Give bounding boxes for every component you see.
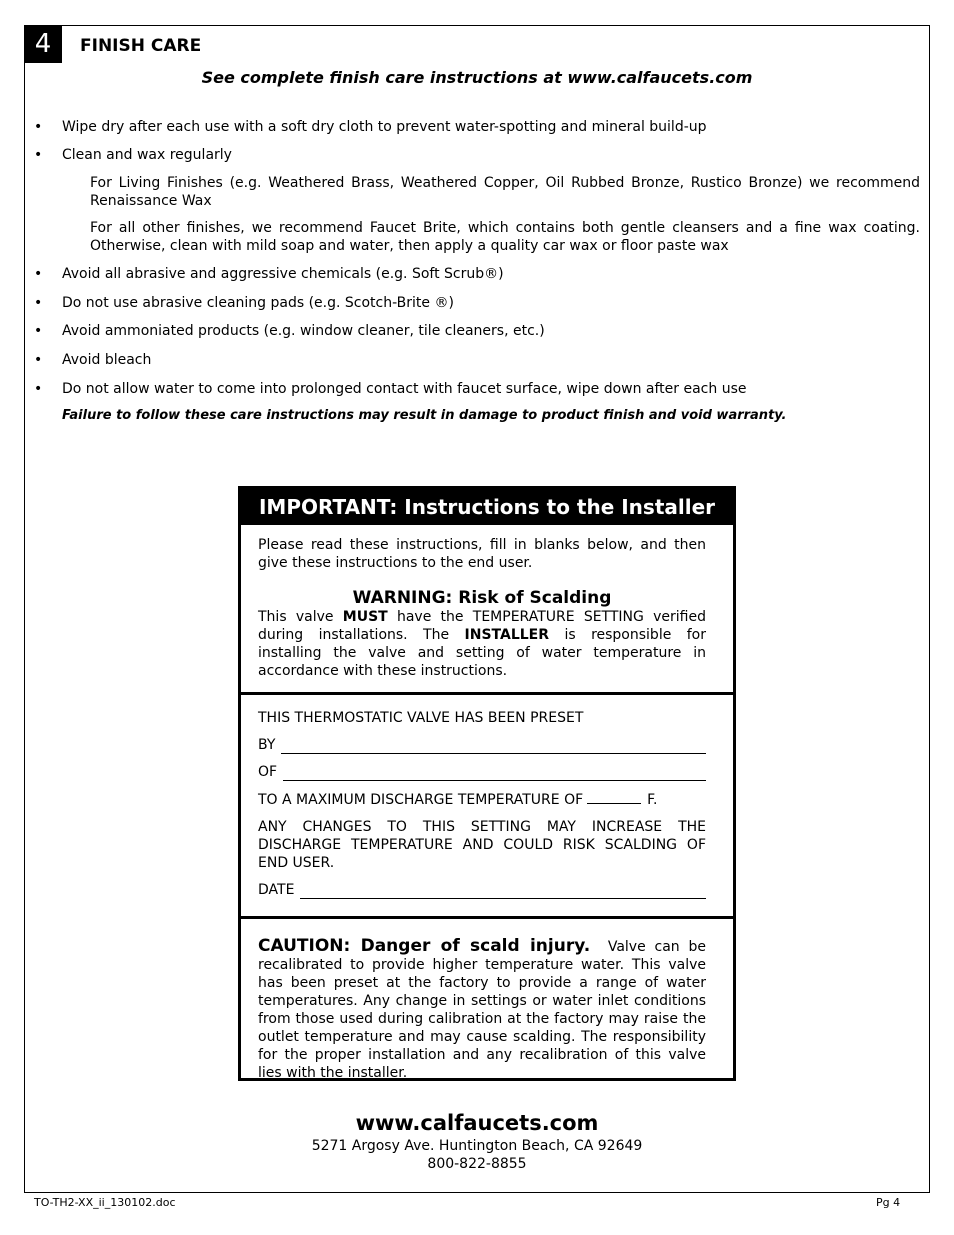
caution-text: Valve can be recalibrated to provide higher temperature water. This valve has been preset at the factory to provide a range of water temperatures. Any change in settings or water inlet conditions from those used during calibration at the factory may raise the outlet temperature and may cause scalding. The responsibility for the proper installation and any recalibration of this valve lies with the installer. — [258, 939, 706, 1081]
page-number: Pg 4 — [876, 1196, 901, 1209]
by-field[interactable] — [258, 736, 706, 754]
bullet-icon: • — [34, 352, 43, 368]
temperature-blank[interactable] — [587, 790, 641, 804]
section-number: 4 — [24, 25, 62, 63]
preset-form-section — [241, 695, 733, 919]
warning-text-part: is responsible for installing the valve and setting of water temperature in accordance with these instructions. — [258, 627, 706, 679]
warning-text — [258, 608, 706, 680]
by-label: BY — [258, 737, 276, 753]
max-temp-label: TO A MAXIMUM DISCHARGE TEMPERATURE OF — [258, 792, 584, 808]
of-label: OF — [258, 764, 278, 780]
list-item-text: Wipe dry after each use with a soft dry cloth to prevent water-spotting and mineral build-up — [62, 119, 707, 135]
list-item — [34, 322, 920, 340]
by-blank[interactable] — [281, 739, 706, 754]
of-blank[interactable] — [283, 766, 706, 781]
list-item — [34, 118, 920, 136]
list-item — [34, 265, 920, 283]
of-field[interactable] — [258, 763, 706, 781]
footer-address: 5271 Argosy Ave. Huntington Beach, CA 92649 — [311, 1138, 643, 1154]
bullet-icon: • — [34, 266, 43, 282]
sub-item: For all other finishes, we recommend Faucet Brite, which contains both gentle cleansers and a fine wax coating. Otherwise, clean with mild soap and water, then apply a quality car wax or floor paste wax — [90, 220, 920, 254]
list-item — [34, 380, 920, 398]
list-item-text: Do not use abrasive cleaning pads (e.g. Scotch-Brite ®) — [62, 295, 454, 311]
installer-instructions-box — [238, 486, 736, 1081]
list-item-text: Clean and wax regularly — [62, 147, 232, 163]
warning-text-part: This valve — [258, 609, 343, 625]
caution-section — [241, 919, 733, 1082]
date-field[interactable] — [258, 881, 706, 899]
list-item — [34, 351, 920, 369]
bullet-icon: • — [34, 147, 43, 163]
bullet-icon: • — [34, 119, 43, 135]
date-blank[interactable] — [300, 884, 706, 899]
warning-emphasis: INSTALLER — [464, 627, 550, 643]
list-item-text: Avoid all abrasive and aggressive chemicals (e.g. Soft Scrub®) — [62, 266, 504, 282]
list-item-text: Do not allow water to come into prolonged contact with faucet surface, wipe down after each use — [62, 381, 747, 397]
box-header: IMPORTANT: Instructions to the Installer — [241, 489, 733, 525]
warning-emphasis: MUST — [342, 609, 388, 625]
intro-section — [241, 525, 733, 695]
list-item-text: Avoid ammoniated products (e.g. window cleaner, tile cleaners, etc.) — [62, 323, 545, 339]
list-item — [34, 294, 920, 312]
caution-title: CAUTION: Danger of scald injury. — [258, 936, 591, 956]
temperature-unit: F. — [647, 792, 658, 808]
warning-title: WARNING: Risk of Scalding — [352, 588, 612, 608]
document-id: TO-TH2-XX_ii_130102.doc — [34, 1196, 176, 1209]
changes-warning: ANY CHANGES TO THIS SETTING MAY INCREASE THE DISCHARGE TEMPERATURE AND COULD RISK SCALDING OF END USER. — [258, 819, 706, 871]
warning-text-part: have the TEMPERATURE SETTING verified during installations. The — [258, 609, 706, 643]
preset-line: THIS THERMOSTATIC VALVE HAS BEEN PRESET — [258, 710, 584, 726]
warranty-warning-note: Failure to follow these care instructions may result in damage to product finish and void warranty. — [62, 408, 787, 423]
max-temp-line — [258, 790, 706, 809]
date-label: DATE — [258, 882, 295, 898]
list-item — [34, 146, 920, 164]
bullet-icon: • — [34, 323, 43, 339]
section-title: FINISH CARE — [80, 36, 202, 56]
intro-text: Please read these instructions, fill in blanks below, and then give these instructions to the end user. — [258, 537, 706, 571]
care-list — [34, 115, 920, 398]
bullet-icon: • — [34, 381, 43, 397]
list-item-text: Avoid bleach — [62, 352, 152, 368]
sub-item: For Living Finishes (e.g. Weathered Brass, Weathered Copper, Oil Rubbed Bronze, Rustico Bronze) we recommend Renaissance Wax — [90, 175, 920, 209]
footer-phone: 800-822-8855 — [427, 1156, 527, 1172]
bullet-icon: • — [34, 295, 43, 311]
footer-website: www.calfaucets.com — [355, 1111, 599, 1135]
section-subtitle: See complete finish care instructions at www.calfaucets.com — [201, 68, 753, 87]
